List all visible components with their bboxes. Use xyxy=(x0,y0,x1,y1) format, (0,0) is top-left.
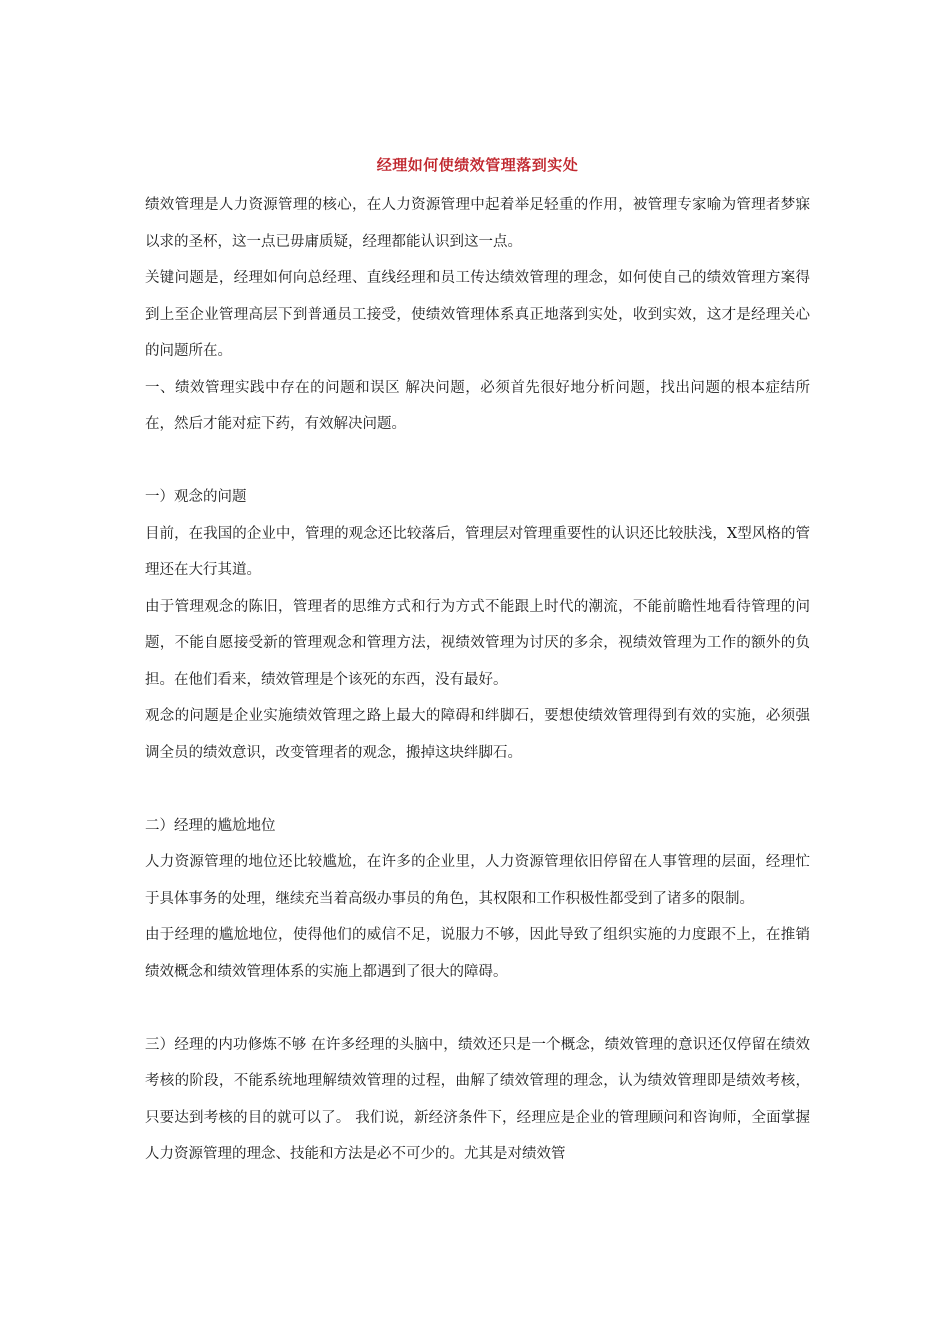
blank-line xyxy=(145,443,810,480)
paragraph-intro: 绩效管理是人力资源管理的核心，在人力资源管理中起着举足轻重的作用，被管理专家喻为管理者梦寐以求的圣杯，这一点已毋庸质疑，经理都能认识到这一点。 xyxy=(145,197,810,250)
document-page xyxy=(145,150,810,1173)
paragraph-concept-current: 目前，在我国的企业中，管理的观念还比较落后，管理层对管理重要性的认识还比较肤浅，X型风格的管理还在大行其道。 xyxy=(145,525,810,578)
paragraph-concept-obstacle: 观念的问题是企业实施绩效管理之路上最大的障碍和绊脚石，要想使绩效管理得到有效的实施，必须强调全员的绩效意识，改变管理者的观念，搬掉这块绊脚石。 xyxy=(145,708,810,761)
heading-awkward-position: 二）经理的尴尬地位 xyxy=(145,817,276,834)
blank-line xyxy=(145,771,810,808)
heading-concept-problem: 一）观念的问题 xyxy=(145,489,247,505)
paragraph-hr-position: 人力资源管理的地位还比较尴尬，在许多的企业里，人力资源管理依旧停留在人事管理的层面，经理忙于具体事务的处理，继续充当着高级办事员的角色，其权限和工作积极性都受到了诸多的限制。 xyxy=(145,854,810,907)
paragraph-internal-skills: 三）经理的内功修炼不够 在许多经理的头脑中，绩效还只是一个概念，绩效管理的意识还仅停留在绩效考核的阶段，不能系统地理解绩效管理的过程，曲解了绩效管理的理念，认为绩效管理即是绩效考核，只要达到考核的目的就可以了。 我们说，新经济条件下，经理应是企业的管理顾问和咨询师，全面掌握人力资源管理的理念、技能和方法是必不可少的。尤其是对绩效管 xyxy=(145,1036,810,1162)
document-title: 经理如何使绩效管理落到实处 xyxy=(376,156,579,174)
paragraph-section-one: 一、绩效管理实践中存在的问题和误区 解决问题，必须首先很好地分析问题，找出问题的根本症结所在，然后才能对症下药，有效解决问题。 xyxy=(145,379,810,432)
blank-line xyxy=(145,990,810,1027)
paragraph-concept-outdated: 由于管理观念的陈旧，管理者的思维方式和行为方式不能跟上时代的潮流，不能前瞻性地看待管理的问题，不能自愿接受新的管理观念和管理方法，视绩效管理为讨厌的多余，视绩效管理为工作的额外的负担。在他们看来，绩效管理是个该死的东西，没有最好。 xyxy=(145,598,810,688)
paragraph-key-question: 关键问题是，经理如何向总经理、直线经理和员工传达绩效管理的理念，如何使自己的绩效管理方案得到上至企业管理高层下到普通员工接受，使绩效管理体系真正地落到实处，收到实效，这才是经理关心的问题所在。 xyxy=(145,270,810,359)
paragraph-authority: 由于经理的尴尬地位，使得他们的威信不足，说服力不够，因此导致了组织实施的力度跟不上，在推销绩效概念和绩效管理体系的实施上都遇到了很大的障碍。 xyxy=(145,927,810,980)
